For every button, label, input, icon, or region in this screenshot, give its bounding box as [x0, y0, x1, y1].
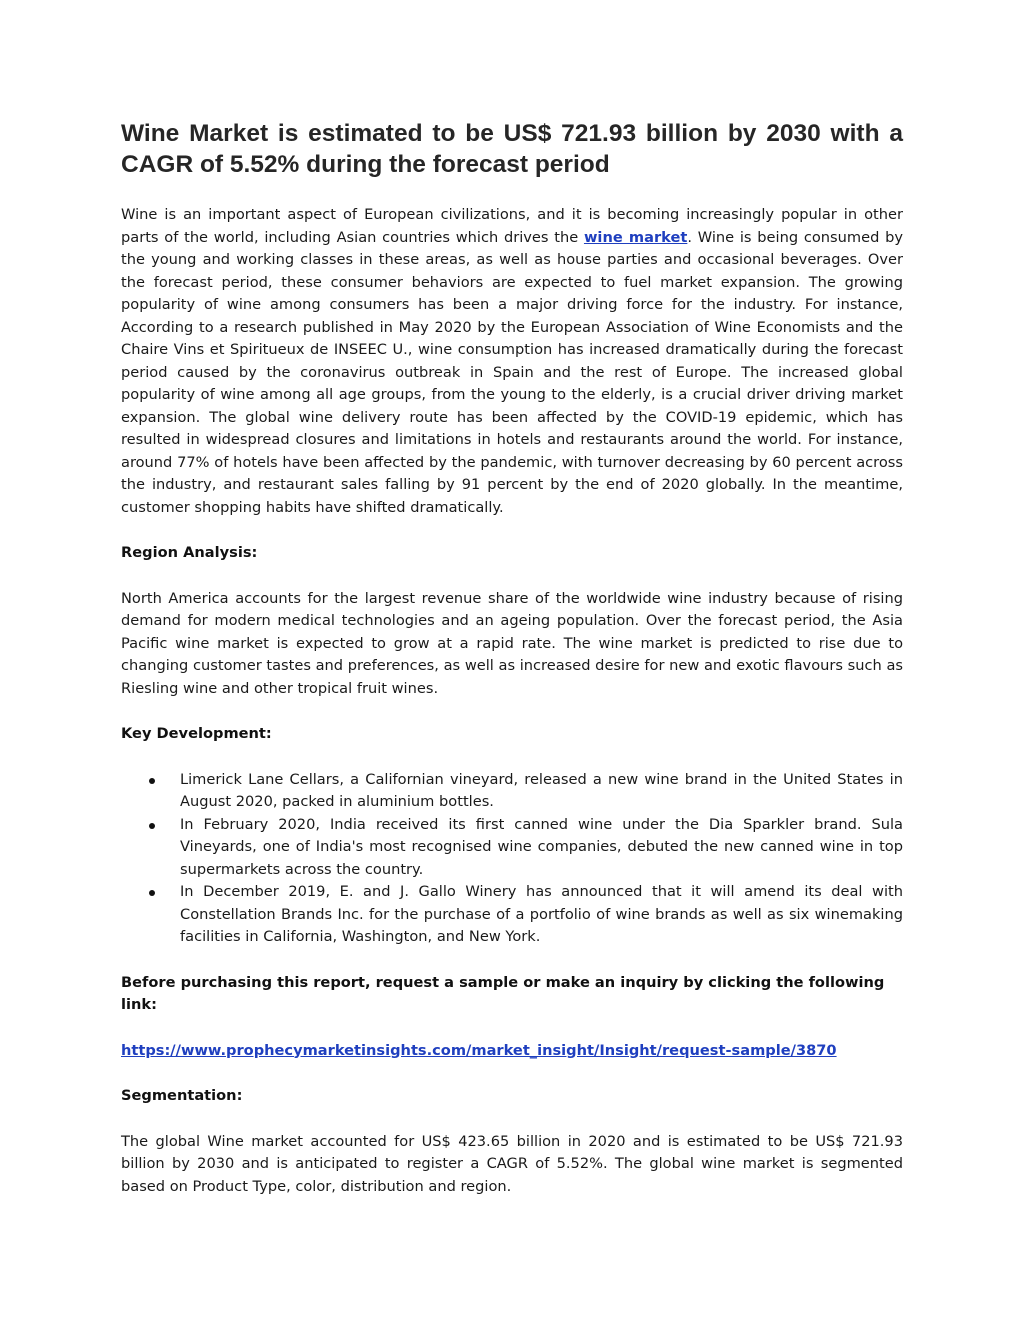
bullet-icon — [149, 778, 155, 784]
list-item — [180, 881, 903, 949]
cta-heading: Before purchasing this report, request a sample or make an inquiry by clicking the following link: — [121, 973, 885, 1013]
request-sample-link[interactable]: https://www.prophecymarketinsights.com/market_insight/Insight/request-sample/3870 — [121, 1041, 837, 1059]
wine-market-link[interactable]: wine market — [583, 228, 688, 246]
key-development-list — [121, 769, 903, 949]
list-item — [180, 814, 903, 882]
list-item — [180, 769, 903, 814]
intro-text-after-link: . Wine is being consumed by the young and working classes in these areas, as well as house parties and occasional beverages. Over the forecast period, these consumer behaviors are expected to fuel market expansion. The growing popularity of wine among consumers has been a major driving force for the industry. For instance, According to a research published in May 2020 by the European Association of Wine Economists and the Chaire Vins et Spiritueux de INSEEC U., wine consumption has increased dramatically during the forecast period caused by the coronavirus outbreak in Spain and the rest of Europe. The increased global popularity of wine among all age groups, from the young to the elderly, is a crucial driver driving market expansion. The global wine delivery route has been affected by the COVID-19 epidemic, which has resulted in widespread closures and limitations in hotels and restaurants around the world. For instance, around 77% of hotels have been affected by the pandemic, with turnover decreasing by 60 percent across the industry, and restaurant sales falling by 91 percent by the end of 2020 globally. In the meantime, customer shopping habits have shifted dramatically. — [121, 228, 904, 516]
segmentation-paragraph: The global Wine market accounted for US$ 423.65 billion in 2020 and is estimated to be US$ 721.93 billion by 2030 and is anticipated to register a CAGR of 5.52%. The global wine market is segmented based on Product Type, color, distribution and region. — [121, 1132, 903, 1195]
document-page — [121, 118, 903, 1198]
list-item-text: Limerick Lane Cellars, a Californian vineyard, released a new wine brand in the United States in August 2020, packed in aluminium bottles. — [180, 770, 903, 810]
bullet-icon — [149, 823, 155, 829]
intro-text-before-link: Wine is an important aspect of European civilizations, and it is becoming increasingly popular in other parts of the world, including Asian countries which drives the — [121, 206, 903, 246]
page-title: Wine Market is estimated to be US$ 721.93 billion by 2030 with a CAGR of 5.52% during the forecast period — [121, 120, 903, 178]
key-development-heading: Key Development: — [121, 725, 272, 742]
list-item-text: In December 2019, E. and J. Gallo Winery has announced that it will amend its deal with Constellation Brands Inc. for the purchase of a portfolio of wine brands as well as six winemaking facilities in California, Washington, and New York. — [180, 883, 903, 945]
segmentation-heading: Segmentation: — [121, 1087, 243, 1104]
region-analysis-heading: Region Analysis: — [121, 544, 258, 561]
intro-paragraph — [121, 204, 903, 519]
list-item-text: In February 2020, India received its first canned wine under the Dia Sparkler brand. Sula Vineyards, one of India's most recognised wine companies, debuted the new canned wine in top supermarkets across the country. — [180, 815, 903, 878]
bullet-icon — [149, 890, 155, 896]
region-analysis-paragraph: North America accounts for the largest revenue share of the worldwide wine industry because of rising demand for modern medical technologies and an ageing population. Over the forecast period, the Asia Pacific wine market is expected to grow at a rapid rate. The wine market is predicted to rise due to changing customer tastes and preferences, as well as increased desire for new and exotic flavours such as Riesling wine and other tropical fruit wines. — [121, 589, 903, 697]
cta-link-line — [121, 1040, 903, 1063]
